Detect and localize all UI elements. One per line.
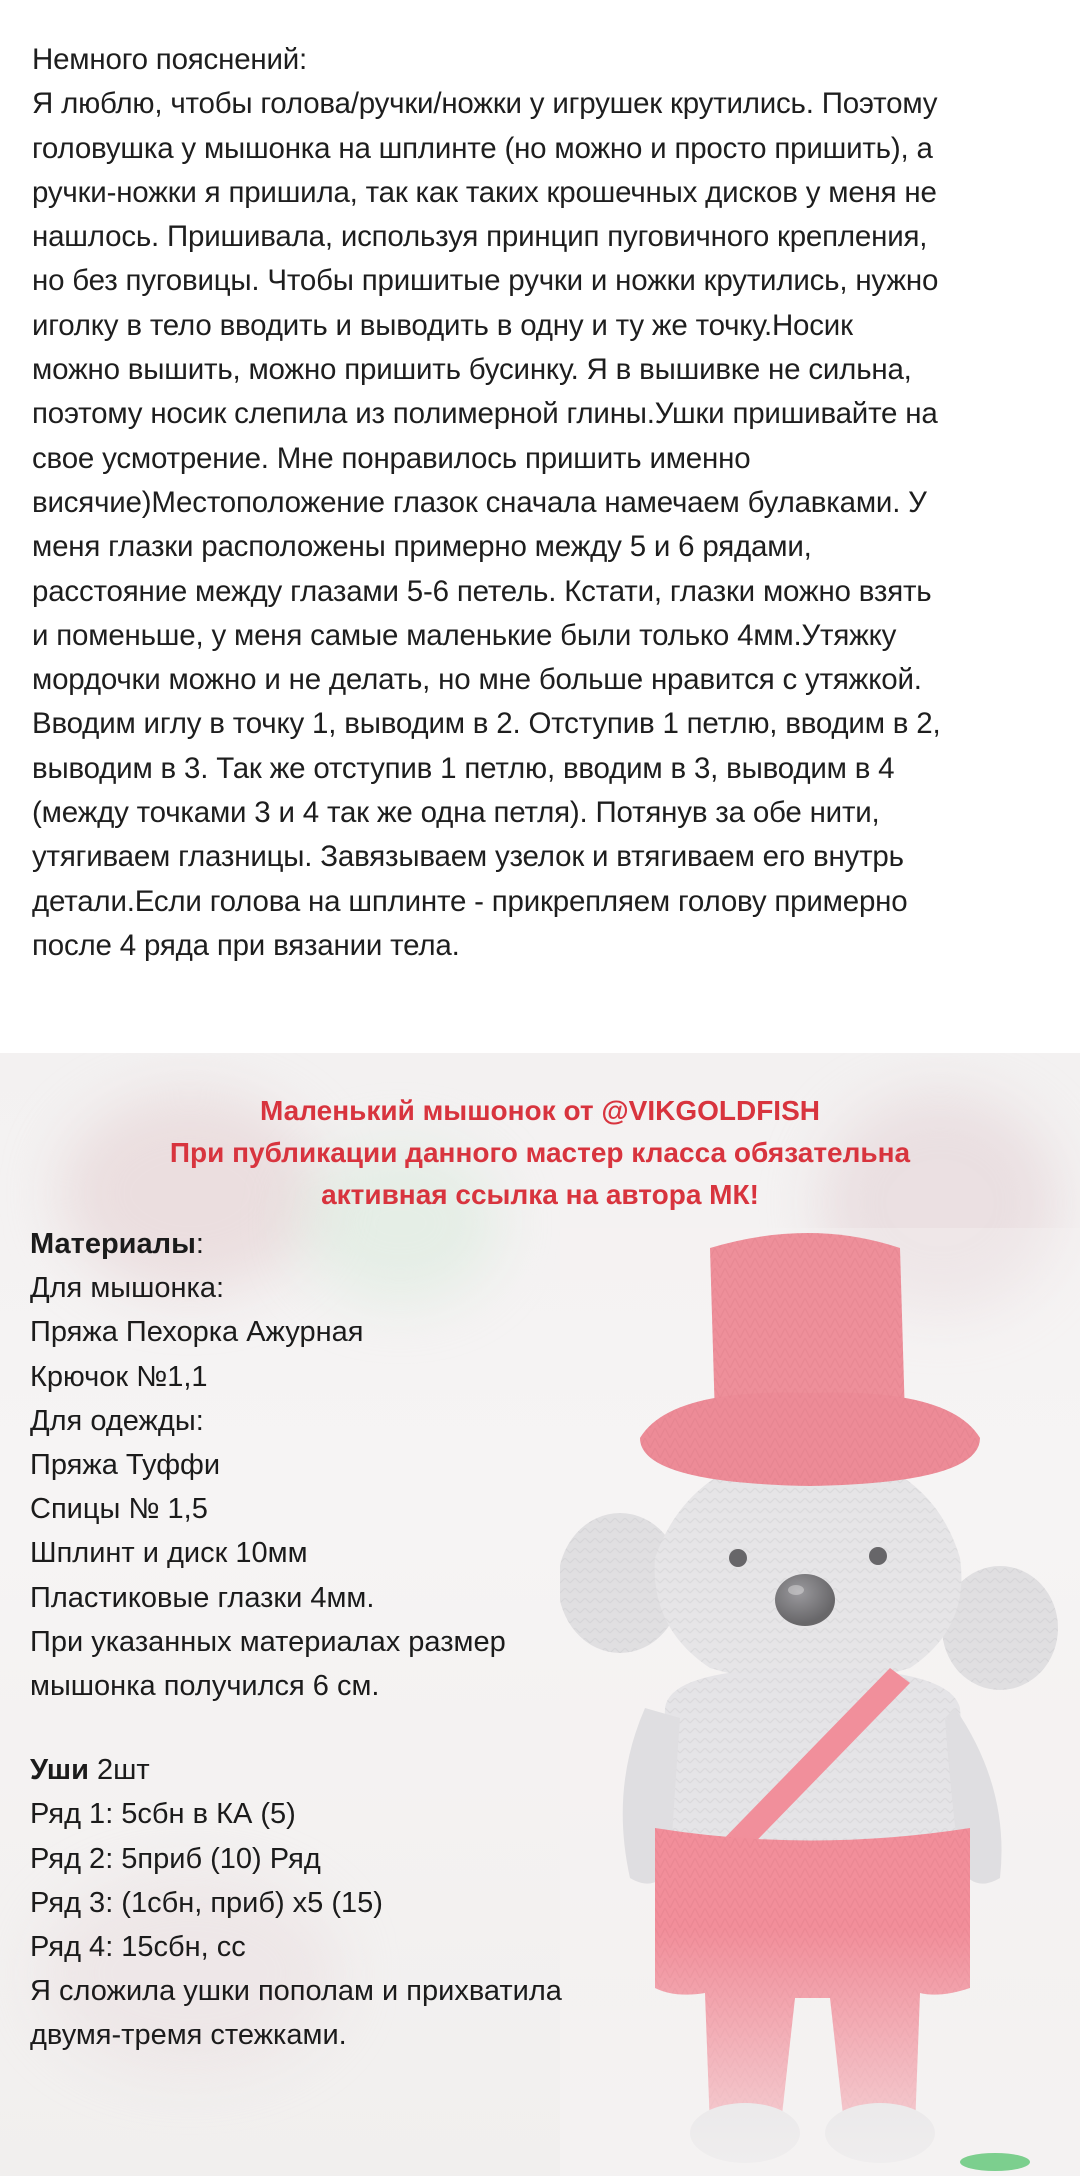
ears-instructions xyxy=(30,1792,650,2057)
intro-line: висячие)Местоположение глазок сначала намечаем булавками. У xyxy=(32,485,927,519)
intro-line: (между точками 3 и 4 так же одна петля). Потянув за обе нити, xyxy=(32,796,880,830)
intro-line: утягиваем глазницы. Завязываем узелок и втягиваем его внутрь xyxy=(32,840,904,874)
materials-item: Спицы № 1,5 xyxy=(30,1493,208,1526)
materials-title-suffix: : xyxy=(195,1228,204,1260)
intro-line: головушка у мышонка на шплинте (но можно и просто пришить), а xyxy=(32,131,933,165)
intro-line: Я люблю, чтобы голова/ручки/ножки у игрушек крутились. Поэтому xyxy=(32,87,938,121)
card-header xyxy=(0,1090,1080,1216)
materials-list xyxy=(30,1266,650,1708)
materials-item: Крючок №1,1 xyxy=(30,1360,208,1393)
intro-line: меня глазки расположены примерно между 5 и 6 рядами, xyxy=(32,530,812,564)
materials-item: Пряжа Туффи xyxy=(30,1449,221,1482)
ears-row: Ряд 1: 5сбн в КА (5) xyxy=(30,1798,296,1831)
intro-line: можно вышить, можно пришить бусинку. Я в вышивке не сильна, xyxy=(32,353,912,387)
ears-row: Я сложила ушки пополам и прихватила xyxy=(30,1975,562,2008)
intro-line: расстояние между глазами 5-6 петель. Кстати, глазки можно взять xyxy=(32,574,932,608)
materials-item: При указанных материалах размер xyxy=(30,1625,506,1658)
materials-item: Для мышонка: xyxy=(30,1272,225,1305)
decorative-leaf xyxy=(960,2153,1030,2171)
ears-row: Ряд 3: (1сбн, приб) x5 (15) xyxy=(30,1886,383,1919)
intro-line: Немного пояснений: xyxy=(32,43,308,76)
ears-title: Уши xyxy=(30,1754,89,1787)
materials-title: Материалы xyxy=(30,1228,196,1260)
ears-title-suffix: 2шт xyxy=(88,1754,150,1787)
header-line: При публикации данного мастер класса обязательна xyxy=(169,1137,911,1168)
intro-line: но без пуговицы. Чтобы пришитые ручки и ножки крутились, нужно xyxy=(32,264,939,298)
header-line: Маленький мышонок от @VIKGOLDFISH xyxy=(260,1095,820,1126)
ears-row: двумя-тремя стежками. xyxy=(30,2019,347,2052)
ears-heading xyxy=(30,1748,650,1792)
intro-line: и поменьше, у меня самые маленькие были только 4мм.Утяжку xyxy=(32,618,897,652)
materials-item: мышонка получился 6 см. xyxy=(30,1670,380,1703)
materials-heading xyxy=(30,1222,650,1266)
ears-row: Ряд 2: 5приб (10) Ряд xyxy=(30,1842,321,1875)
intro-line: после 4 ряда при вязании тела. xyxy=(32,928,460,962)
materials-item: Пряжа Пехорка Ажурная xyxy=(30,1316,364,1349)
materials-item: Для одежды: xyxy=(30,1404,204,1437)
intro-line: иголку в тело вводить и выводить в одну и ту же точку.Носик xyxy=(32,308,853,342)
intro-line: нашлось. Пришивала, используя принцип пуговичного крепления, xyxy=(32,220,928,254)
materials-item: Пластиковые глазки 4мм. xyxy=(30,1581,375,1614)
intro-line: поэтому носик слепила из полимерной глины.Ушки пришивайте на xyxy=(32,397,938,431)
intro-line: мордочки можно и не делать, но мне больше нравится с утяжкой. xyxy=(32,663,922,697)
pattern-card xyxy=(0,1053,1080,2176)
intro-line: выводим в 3. Так же отступив 1 петлю, вводим в 3, выводим в 4 xyxy=(32,751,895,785)
intro-line: ручки-ножки я пришила, так как таких крошечных дисков у меня не xyxy=(32,175,937,209)
intro-line: Вводим иглу в точку 1, выводим в 2. Отступив 1 петлю, вводим в 2, xyxy=(32,707,941,741)
header-line: активная ссылка на автора МК! xyxy=(321,1179,759,1210)
intro-line: детали.Если голова на шплинте - прикрепляем голову примерно xyxy=(32,884,908,918)
intro-text xyxy=(32,38,1050,968)
intro-line: свое усмотрение. Мне понравилось пришить именно xyxy=(32,441,751,475)
ears-row: Ряд 4: 15сбн, сс xyxy=(30,1931,246,1964)
materials-section xyxy=(30,1222,650,2058)
materials-item: Шплинт и диск 10мм xyxy=(30,1537,308,1570)
